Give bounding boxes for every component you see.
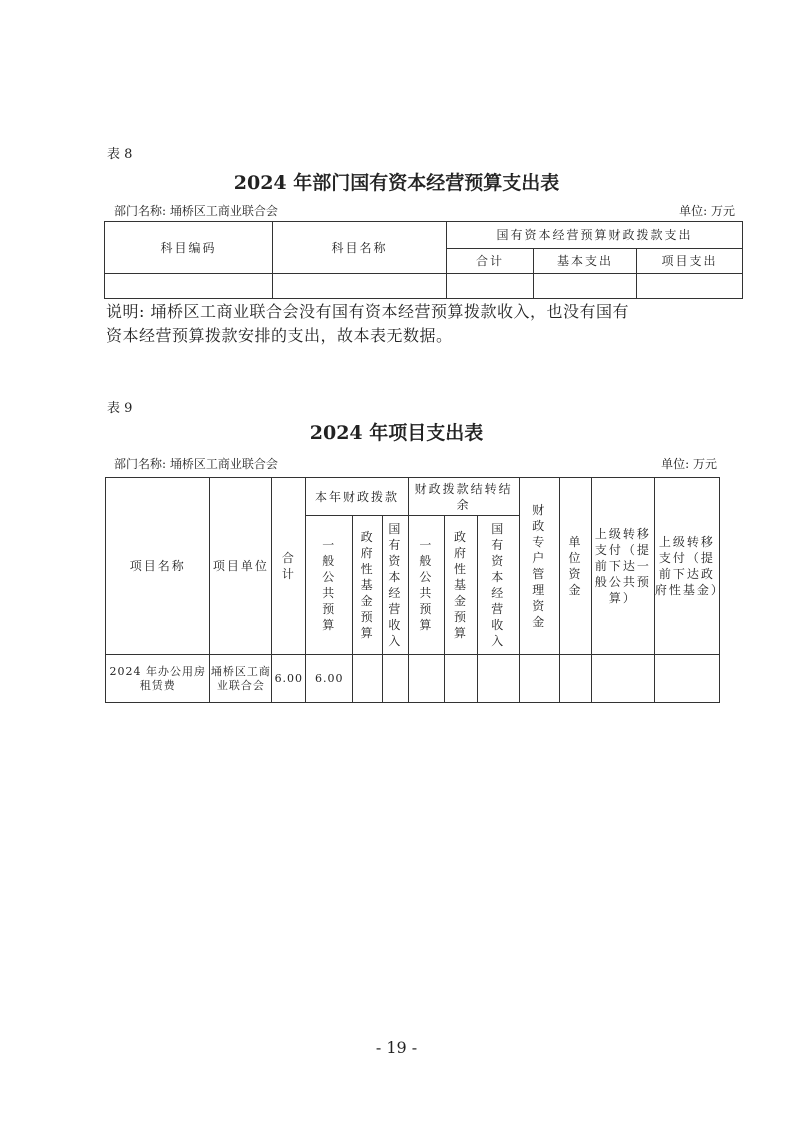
header-upper-transfer-fund: 上级转移支付（提前下达政府性基金）: [654, 478, 719, 655]
header-name: 科目名称: [273, 222, 447, 274]
table8-note-line1: 说明: 埇桥区工商业联合会没有国有资本经营预算拨款收入，也没有国有: [106, 302, 629, 321]
table9-label: 表 9: [107, 401, 133, 416]
cell-name: 2024 年办公用房租赁费: [106, 655, 210, 703]
header-project: 项目支出: [637, 249, 743, 274]
header-total: 合计: [447, 249, 534, 274]
header-group: 国有资本经营预算财政拨款支出: [447, 222, 743, 249]
page-number: - 19 -: [375, 1038, 418, 1057]
header-c2: 政府性基金预算: [360, 530, 375, 640]
table9-dept: 部门名称: 埇桥区工商业联合会: [114, 457, 278, 471]
header-own-funds: 单位资金: [568, 535, 583, 597]
table8-unit: 单位: 万元: [679, 204, 735, 218]
table9: [105, 477, 725, 703]
table8: [104, 221, 743, 299]
header-code: 科目编码: [105, 222, 273, 274]
header-special-account: 财政专户管理资金: [532, 503, 547, 629]
header-name: 项目名称: [106, 478, 210, 655]
table8-note-line2: 资本经营预算拨款安排的支出，故本表无数据。: [106, 326, 453, 345]
table-row: [106, 655, 720, 703]
header-c3: 国有资本经营收入: [388, 522, 403, 648]
cell-c1: 6.00: [306, 655, 353, 703]
cell-total: 6.00: [272, 655, 306, 703]
header-current-year: 本年财政拨款: [306, 478, 408, 516]
table8-label: 表 8: [107, 147, 133, 162]
header-c1: 一般公共预算: [322, 538, 337, 632]
table9-unit: 单位: 万元: [661, 457, 717, 471]
header-carryover: 财政拨款结转结余: [408, 478, 519, 516]
header-unit: 项目单位: [210, 478, 272, 655]
table8-dept: 部门名称: 埇桥区工商业联合会: [114, 204, 278, 218]
header-upper-transfer-general: 上级转移支付（提前下达一般公共预算）: [592, 478, 655, 655]
table9-title: 2024 年项目支出表: [309, 422, 484, 444]
table8-title: 2024 年部门国有资本经营预算支出表: [233, 172, 560, 194]
header-c5: 政府性基金预算: [453, 530, 468, 640]
cell-unit: 埇桥区工商业联合会: [210, 655, 272, 703]
header-basic: 基本支出: [534, 249, 637, 274]
header-total: 合计: [281, 551, 296, 581]
header-c6: 国有资本经营收入: [491, 522, 506, 648]
header-c4: 一般公共预算: [419, 538, 434, 632]
